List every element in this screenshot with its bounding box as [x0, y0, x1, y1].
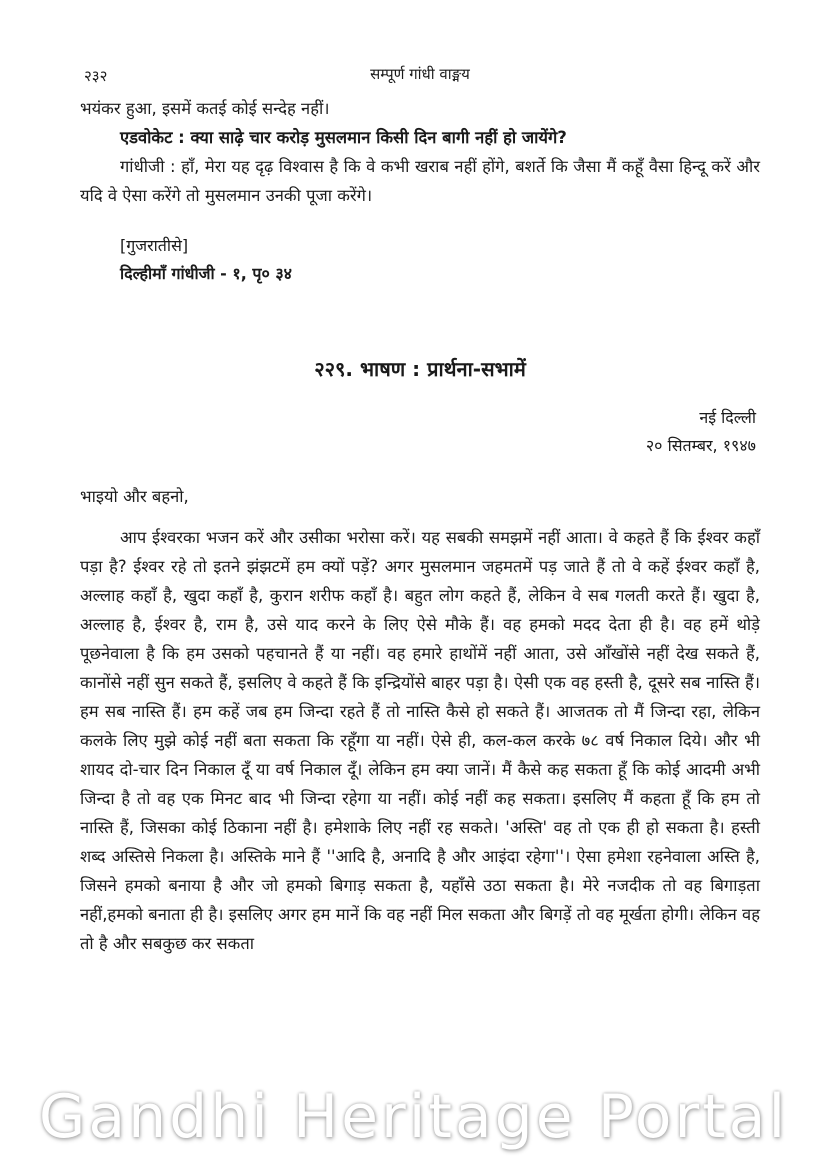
continued-text: भयंकर हुआ, इसमें कतई कोई सन्देह नहीं।	[80, 99, 330, 118]
source-language: [गुजरातीसे]	[120, 236, 189, 255]
date: २० सितम्बर, १९४७	[645, 436, 756, 455]
gandhi-answer: गांधीजी : हाँ, मेरा यह दृढ़ विश्वास है कि वे कभी खराब नहीं होंगे, बशर्ते कि जैसा मैं कहूँ वैसा हिन्दू करें और यदि वे ऐसा करेंगे तो मुसलमान उनकी पूजा करेंगे।	[80, 157, 760, 205]
source-note	[80, 232, 760, 288]
watermark-logo: Gandhi Heritage Portal	[38, 1082, 789, 1152]
advocate-question: एडवोकेट : क्या साढ़े चार करोड़ मुसलमान किसी दिन बागी नहीं हो जायेंगे?	[120, 128, 567, 147]
document-page	[80, 60, 760, 958]
book-title: सम्पूर्ण गांधी वाङ्मय	[370, 65, 470, 83]
source-reference: दिल्हीमाँ गांधीजी - १, पृ० ३४	[120, 264, 292, 283]
place: नई दिल्ली	[699, 408, 756, 427]
dateline	[80, 404, 760, 460]
salutation: भाइयो और बहनो,	[80, 487, 189, 506]
speech-body: आप ईश्वरका भजन करें और उसीका भरोसा करें। यह सबकी समझमें नहीं आता। वे कहते हैं कि ईश्वर कहाँ पड़ा है? ईश्वर रहे तो इतने झंझटमें हम क्यों पड़ें? अगर मुसलमान जहमतमें पड़ जाते हैं तो वे कहें ईश्वर कहाँ है, अल्लाह कहाँ है, खुदा कहाँ है, कुरान शरीफ कहाँ है। बहुत लोग कहते हैं, लेकिन वे सब गलती करते हैं। खुदा है, अल्लाह है, ईश्वर है, राम है, उसे याद करने के लिए ऐसे मौके हैं। वह हमको मदद देता ही है। वह हमें थोड़े पूछनेवाला है कि हम उसको पहचानते हैं या नहीं। वह हमारे हाथोंमें नहीं आता, उसे आँखोंसे नहीं देख सकते हैं, कानोंसे नहीं सुन सकते हैं, इसलिए वे कहते हैं कि इन्द्रियोंसे बाहर पड़ा है। ऐसी एक वह हस्ती है, दूसरे सब नास्ति हैं। हम सब नास्ति हैं। हम कहें जब हम जिन्दा रहते हैं तो नास्ति कैसे हो सकते हैं। आजतक तो मैं जिन्दा रहा, लेकिन कलके लिए मुझे कोई नहीं बता सकता कि रहूँगा या नहीं। ऐसे ही, कल-कल करके ७८ वर्ष निकाल दिये। और भी शायद दो-चार दिन निकाल दूँ या वर्ष निकाल दूँ। लेकिन हम क्या जानें। मैं कैसे कह सकता हूँ कि कोई आदमी अभी जिन्दा है तो वह एक मिनट बाद भी जिन्दा रहेगा या नहीं। कोई नहीं कह सकता। इसलिए मैं कहता हूँ कि हम तो नास्ति हैं, जिसका कोई ठिकाना नहीं है। हमेशाके लिए नहीं रह सकते। 'अस्ति' वह तो एक ही हो सकता है। हस्ती शब्द अस्तिसे निकला है। अस्तिके माने हैं ''आदि है, अनादि है और आइंदा रहेगा''। ऐसा हमेशा रहनेवाला अस्ति है, जिसने हमको बनाया है और जो हमको बिगाड़ सकता है, यहाँसे उठा सकता है। मेरे नजदीक तो वह बिगाड़ता नहीं,हमको बनाता ही है। इसलिए अगर हम मानें कि वह नहीं मिल सकता और बिगड़ें तो वह मूर्खता होगी। लेकिन वह तो है और सबकुछ कर सकता	[80, 528, 760, 953]
running-header	[80, 60, 760, 94]
page-number: २३२	[84, 67, 108, 85]
section-heading: २२९. भाषण : प्रार्थना-सभामें	[314, 357, 526, 381]
